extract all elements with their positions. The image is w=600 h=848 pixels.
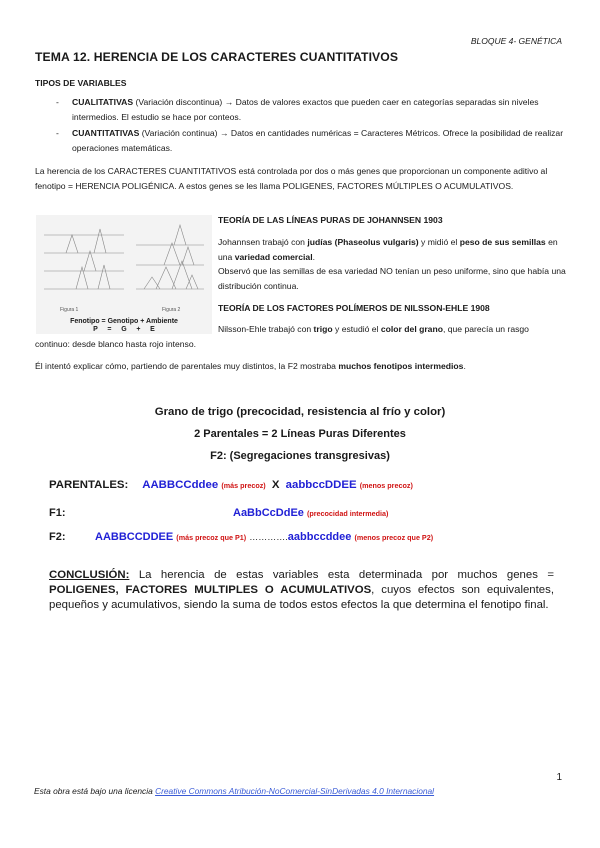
- bold-text: peso de sus semillas: [459, 237, 546, 247]
- p2-genotype: aabbccDDEE: [285, 479, 357, 491]
- f2-genotype-1: AABBCCDDEE: [95, 531, 174, 543]
- types-heading: TIPOS DE VARIABLES: [35, 78, 127, 88]
- term-quantitative: CUANTITATIVAS: [72, 128, 140, 138]
- text: y estudió el: [332, 324, 381, 334]
- conclusion-label: CONCLUSIÓN:: [49, 569, 130, 581]
- f2-note-1: (más precoz que P1): [176, 533, 247, 542]
- bold-text: POLIGENES, FACTORES MULTIPLES O ACUMULATIVOS: [49, 584, 372, 596]
- p1-note: (más precoz): [221, 481, 266, 490]
- conclusion-paragraph: [49, 568, 554, 613]
- block-label: BLOQUE 4- GENÉTICA: [470, 36, 562, 46]
- cross-symbol: X: [271, 479, 280, 491]
- bold-text: trigo: [313, 324, 333, 334]
- list-item: [56, 95, 566, 124]
- slide-title-1: Grano de trigo (precocidad, resistencia al frío y color): [154, 406, 446, 418]
- term-description: (Variación continua) → Datos en cantidades numéricas = Caracteres Métricos. Ofrece la posibilidad de realizar operaciones matemáticas.: [72, 128, 564, 153]
- text: , cuyos efectos son equivalentes, pequeños y acumulativos, siendo la suma de todos estos efectos la que determina el fenotipo final.: [49, 584, 554, 611]
- term-description: (Variación discontinua) → Datos de valores exactos que pueden caer en categorías separadas sin niveles intermedios. El estudio se hace por conteos.: [72, 97, 539, 122]
- johannsen-paragraph: [218, 235, 568, 293]
- caption-line-2: P = G + E: [93, 326, 155, 333]
- intro-paragraph: La herencia de los CARACTERES CUANTITATIVOS está controlada por dos o más genes que proporcionan un componente aditivo al fenotipo = HERENCIA POLIGÉNICA. A estos genes se les llama POLIGENES, FACTORES MÚLTIPLES O ACUMULATIVOS.: [35, 166, 548, 191]
- text: .: [312, 251, 315, 262]
- f1-row: [233, 507, 388, 519]
- f2-row: [95, 531, 433, 543]
- caption-line-1: Fenotipo = Genotipo + Ambiente: [70, 318, 178, 325]
- text: y midió el: [418, 237, 460, 247]
- footer-text: Esta obra está bajo una licencia: [34, 786, 156, 796]
- list-item: [56, 126, 566, 155]
- text: Nilsson-Ehle trabajó con: [218, 324, 314, 334]
- f2-note-2: (menos precoz que P2): [354, 533, 434, 542]
- text: , que parecía un rasgo continuo: desde blanco hasta rojo intenso.: [35, 324, 529, 349]
- license-footer: [34, 786, 434, 796]
- f1-note: (precocidad intermedia): [306, 509, 389, 518]
- term-qualitative: CUALITATIVAS: [72, 97, 134, 107]
- nilsson-paragraph: [35, 322, 565, 351]
- johannsen-figure: [36, 215, 212, 334]
- page-title: TEMA 12. HERENCIA DE LOS CARACTERES CUANTITATIVOS: [35, 50, 399, 64]
- types-list: [56, 95, 566, 157]
- f2-label: F2:: [49, 531, 66, 543]
- license-link[interactable]: Creative Commons Atribución-NoComercial-SinDerivadas 4.0 Internacional: [155, 786, 435, 796]
- nilsson-paragraph-2: [35, 359, 565, 374]
- slide-title-2: 2 Parentales = 2 Líneas Puras Diferentes: [194, 428, 406, 440]
- distribution-curves-graphic: [36, 215, 212, 315]
- bold-text: muchos fenotipos intermedios: [338, 361, 464, 371]
- nilsson-heading: TEORÍA DE LOS FACTORES POLÍMEROS DE NILSSON-EHLE 1908: [218, 303, 490, 313]
- page-number: 1: [556, 772, 562, 783]
- bold-text: color del grano: [380, 324, 443, 334]
- text: La herencia de estas variables esta determinada por muchos genes =: [129, 569, 554, 581]
- dots: ………….: [249, 532, 288, 542]
- bold-text: variedad comercial: [234, 251, 313, 262]
- parentales-row: [49, 479, 413, 491]
- johannsen-paragraph-2: Observó que las semillas de esa variedad NO tenían un peso uniforme, sino que había una distribución continua.: [218, 266, 566, 291]
- text: Él intentó explicar cómo, partiendo de parentales muy distintos, la F2 mostraba: [35, 361, 339, 371]
- f1-label: F1:: [49, 507, 66, 519]
- p2-note: (menos precoz): [359, 481, 413, 490]
- text: Johannsen trabajó con: [218, 237, 308, 247]
- figure-1-label: Figura 1: [60, 307, 79, 313]
- f2-genotype-2: aabbccddee: [287, 531, 352, 543]
- johannsen-heading: TEORÍA DE LAS LÍNEAS PURAS DE JOHANNSEN 1903: [218, 215, 443, 225]
- slide-title-3: F2: (Segregaciones transgresivas): [210, 450, 390, 462]
- figure-2-label: Figura 2: [162, 307, 181, 313]
- bold-text: judías (Phaseolus vulgaris): [307, 237, 419, 247]
- f1-genotype: AaBbCcDdEe: [233, 507, 304, 519]
- parentales-label: PARENTALES:: [49, 479, 129, 491]
- text: .: [463, 361, 466, 371]
- text: en una: [218, 237, 558, 262]
- p1-genotype: AABBCCddee: [142, 479, 219, 491]
